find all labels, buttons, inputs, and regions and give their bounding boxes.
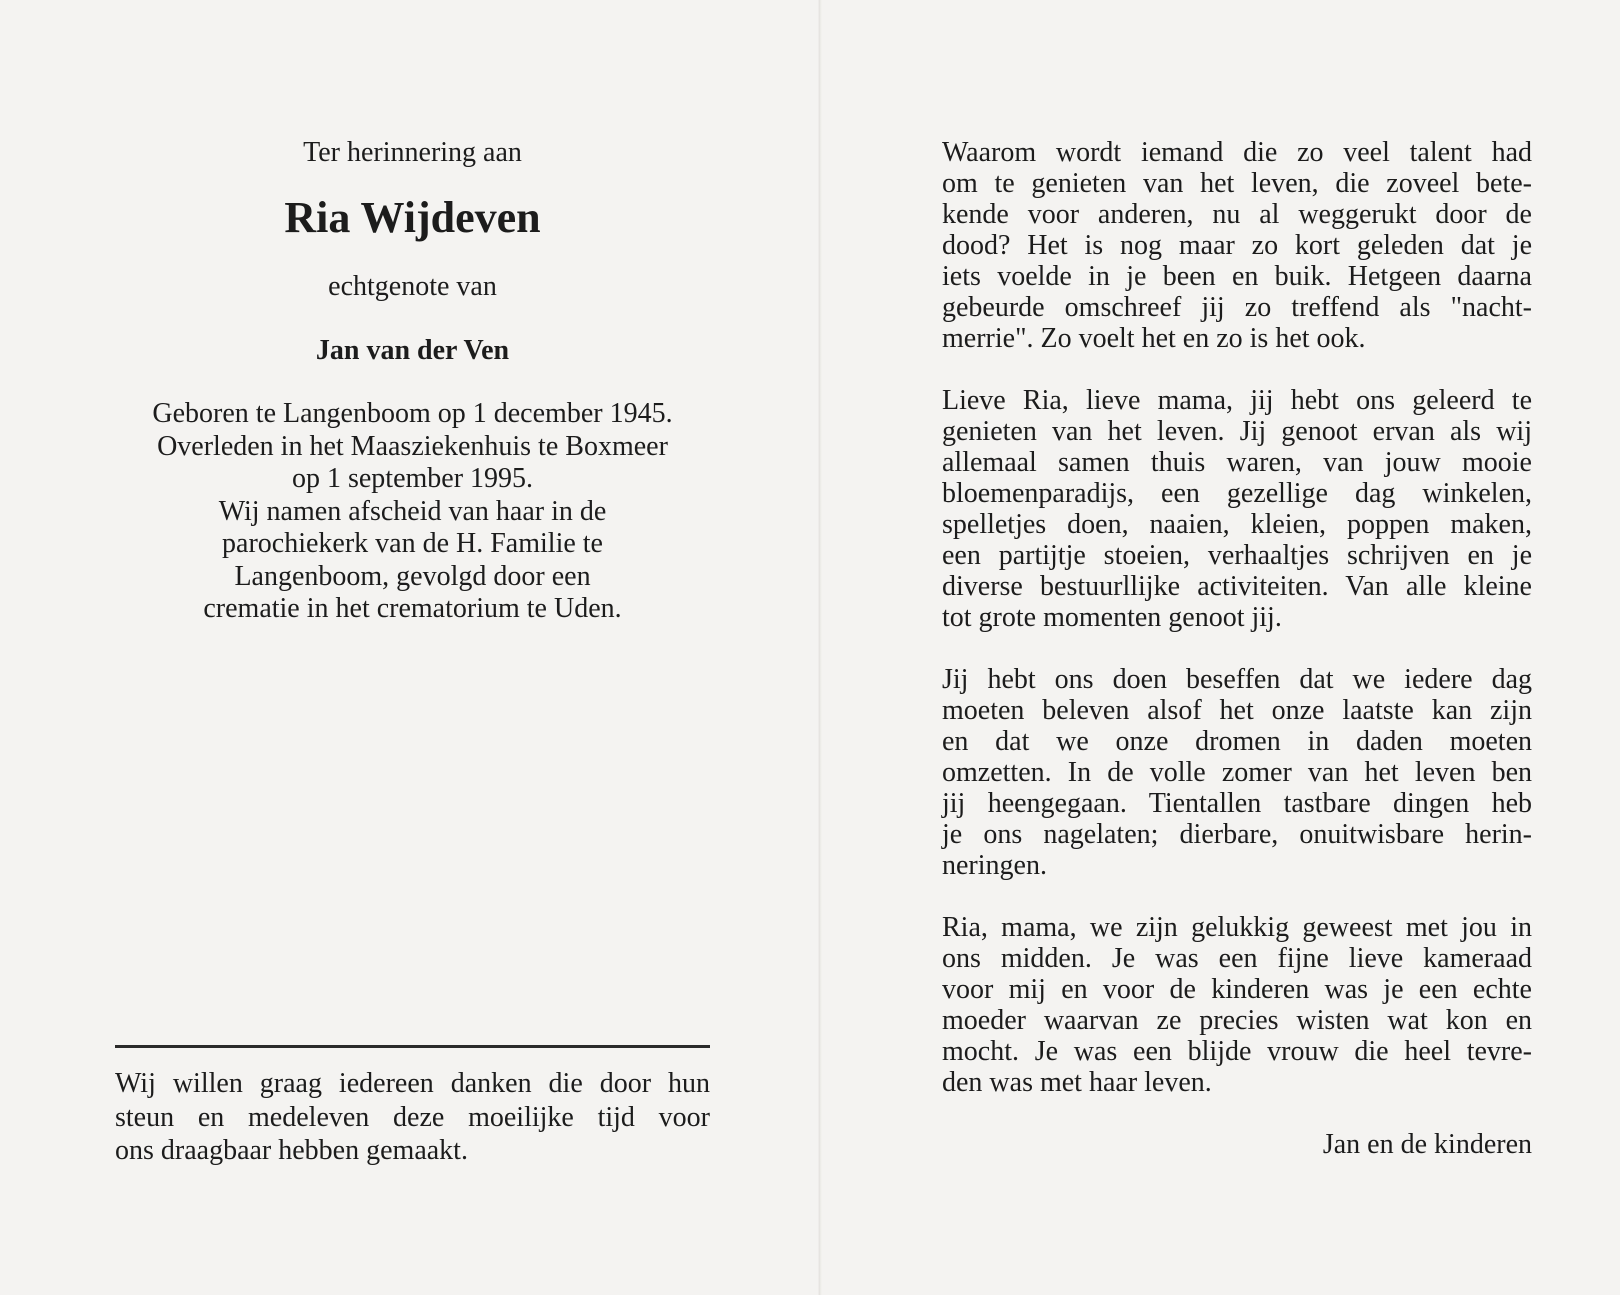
signature: Jan en de kinderen <box>1322 1129 1532 1160</box>
thanks-line: steun en medeleven deze moeilijke tijd voor <box>115 1101 710 1133</box>
paragraph-1 <box>942 137 1532 354</box>
text-line: neringen. <box>942 850 1047 881</box>
text-line: Lieve Ria, lieve mama, jij hebt ons geleerd te <box>942 385 1532 416</box>
bio-line: Wij namen afscheid van haar in de <box>218 495 607 527</box>
divider <box>115 1045 710 1048</box>
right-panel <box>942 137 1532 1160</box>
text-line: genieten van het leven. Jij genoot ervan als wij <box>942 416 1532 447</box>
spouse-label: echtgenote van <box>328 271 497 302</box>
bio-line: Langenboom, gevolgd door een <box>234 560 591 592</box>
text-line: bloemenparadijs, een gezellige dag winkelen, <box>942 478 1532 509</box>
text-line: diverse bestuurllijke activiteiten. Van alle kleine <box>942 571 1532 602</box>
text-line: moeder waarvan ze precies wisten wat kon en <box>942 1005 1532 1036</box>
text-line: Waarom wordt iemand die zo veel talent had <box>942 137 1532 168</box>
text-line: een partijtje stoeien, verhaaltjes schrijven en je <box>942 540 1532 571</box>
text-line: tot grote momenten genoot jij. <box>942 602 1282 633</box>
bio-line: op 1 september 1995. <box>291 463 534 494</box>
text-line: den was met haar leven. <box>942 1067 1212 1098</box>
thanks-text <box>115 1067 710 1168</box>
bio-line: crematie in het crematorium te Uden. <box>203 593 622 624</box>
text-line: jij heengegaan. Tientallen tastbare dingen heb <box>942 788 1532 819</box>
text-line: omzetten. In de volle zomer van het leven ben <box>942 757 1532 788</box>
text-line: je ons nagelaten; dierbare, onuitwisbare herin- <box>942 819 1532 850</box>
biography <box>115 398 710 626</box>
card-fold <box>818 0 822 1295</box>
deceased-name: Ria Wijdeven <box>284 193 541 242</box>
text-line: gebeurde omschreef jij zo treffend als "nacht- <box>942 292 1532 323</box>
text-line: Jij hebt ons doen beseffen dat we iedere dag <box>942 664 1532 695</box>
text-line: iets voelde in je been en buik. Hetgeen daarna <box>942 261 1532 292</box>
bio-line: parochiekerk van de H. Familie te <box>222 528 603 559</box>
thanks-line: ons draagbaar hebben gemaakt. <box>115 1135 468 1166</box>
text-line: allemaal samen thuis waren, van jouw mooie <box>942 447 1532 478</box>
text-line: en dat we onze dromen in daden moeten <box>942 726 1532 757</box>
text-line: merrie". Zo voelt het en zo is het ook. <box>942 323 1366 354</box>
intro-text: Ter herinnering aan <box>303 137 522 168</box>
text-line: kende voor anderen, nu al weggerukt door de <box>942 199 1532 230</box>
thanks-line: Wij willen graag iedereen danken die door hun <box>115 1068 710 1099</box>
text-line: ons midden. Je was een fijne lieve kameraad <box>942 943 1532 974</box>
paragraph-2 <box>942 385 1532 633</box>
text-line: voor mij en voor de kinderen was je een echte <box>942 974 1532 1005</box>
bio-line: Geboren te Langenboom op 1 december 1945. <box>152 398 673 429</box>
text-line: spelletjes doen, naaien, kleien, poppen maken, <box>942 509 1532 540</box>
text-line: mocht. Je was een blijde vrouw die heel tevre- <box>942 1036 1532 1067</box>
text-line: moeten beleven alsof het onze laatste kan zijn <box>942 695 1532 726</box>
left-panel <box>115 130 710 1240</box>
text-line: om te genieten van het leven, die zoveel bete- <box>942 168 1532 199</box>
text-line: Ria, mama, we zijn gelukkig geweest met jou in <box>942 912 1532 943</box>
paragraph-3 <box>942 664 1532 881</box>
paragraph-4 <box>942 912 1532 1098</box>
bio-line: Overleden in het Maasziekenhuis te Boxmeer <box>157 430 668 462</box>
spouse-name: Jan van der Ven <box>315 335 510 366</box>
text-line: dood? Het is nog maar zo kort geleden dat je <box>942 230 1532 261</box>
